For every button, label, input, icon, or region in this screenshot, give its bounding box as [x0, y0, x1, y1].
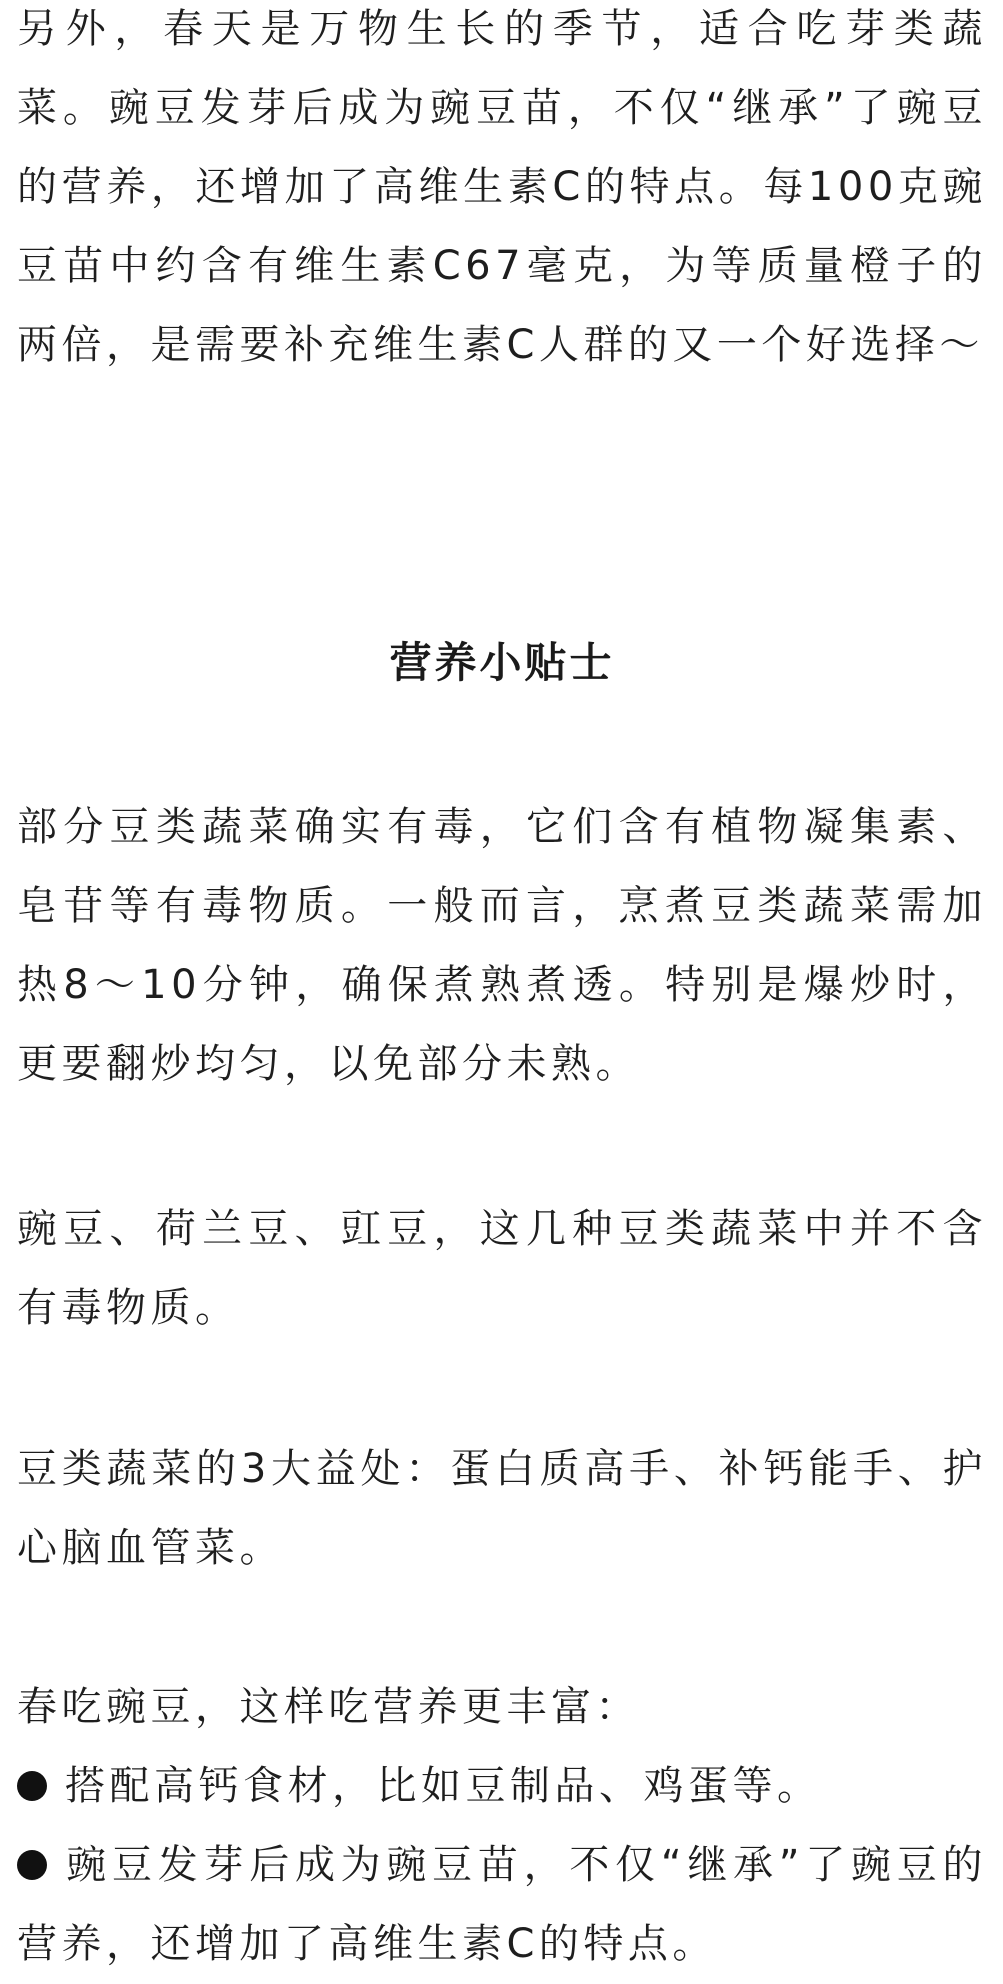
tips-list: [17, 1747, 987, 1984]
list-item: [17, 1826, 987, 1984]
list-item-text: 豌豆发芽后成为豌豆苗，不仅“继承”了豌豆的营养，还增加了高维生素C的特点。: [17, 1842, 987, 1967]
list-item: [17, 1747, 987, 1826]
section-heading: 营养小贴士: [389, 638, 615, 687]
spring-tips-intro: 春吃豌豆，这样吃营养更丰富：: [17, 1684, 640, 1730]
bullet-dot-icon: [17, 1850, 47, 1880]
bullet-dot-icon: [17, 1771, 47, 1801]
benefits-paragraph: 豆类蔬菜的3大益处：蛋白质高手、补钙能手、护心脑血管菜。: [17, 1446, 987, 1571]
safe-beans-paragraph: 豌豆、荷兰豆、豇豆，这几种豆类蔬菜中并不含有毒物质。: [17, 1206, 987, 1331]
intro-paragraph: 另外，春天是万物生长的季节，适合吃芽类蔬菜。豌豆发芽后成为豌豆苗，不仅“继承”了豌豆的营养，还增加了高维生素C的特点。每100克豌豆苗中约含有维生素C67毫克，为等质量橙子的两倍，是需要补充维生素C人群的又一个好选择～: [17, 6, 987, 368]
list-item-text: 搭配高钙食材，比如豆制品、鸡蛋等。: [65, 1763, 822, 1809]
toxicity-paragraph: 部分豆类蔬菜确实有毒，它们含有植物凝集素、皂苷等有毒物质。一般而言，烹煮豆类蔬菜需加热8～10分钟，确保煮熟煮透。特别是爆炒时，更要翻炒均匀，以免部分未熟。: [17, 804, 987, 1087]
